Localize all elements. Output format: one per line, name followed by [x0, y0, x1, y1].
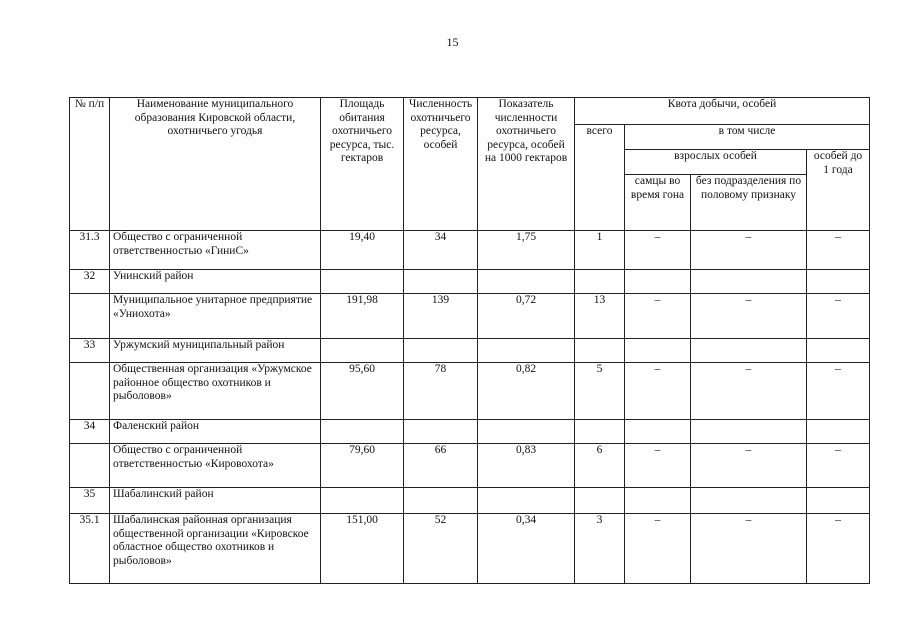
table-row	[70, 420, 870, 444]
row-nosex: –	[691, 514, 807, 584]
row-name: Общество с ограниченной ответственностью «ГиниС»	[110, 231, 321, 270]
row-num: 34	[70, 420, 110, 444]
table-row	[70, 444, 870, 488]
page-number: 15	[446, 35, 459, 49]
quota-table	[69, 97, 870, 584]
row-name: Унинский район	[110, 270, 321, 294]
row-nosex: –	[691, 363, 807, 420]
row-name: Муниципальное унитарное предприятие «Униохота»	[110, 294, 321, 339]
row-under1: –	[807, 363, 870, 420]
row-num: 35	[70, 488, 110, 514]
row-area: 191,98	[321, 294, 404, 339]
header-males: самцы во время гона	[625, 175, 691, 231]
row-name: Фаленский район	[110, 420, 321, 444]
row-under1: –	[807, 294, 870, 339]
row-count: 78	[404, 363, 478, 420]
table-row	[70, 488, 870, 514]
row-index: 0,82	[478, 363, 575, 420]
row-under1: –	[807, 231, 870, 270]
row-index: 0,72	[478, 294, 575, 339]
header-quota: Квота добычи, особей	[575, 98, 870, 125]
row-area: 151,00	[321, 514, 404, 584]
row-name: Общественная организация «Уржумское районное общество охотников и рыболовов»	[110, 363, 321, 420]
row-total: 1	[575, 231, 625, 270]
row-males: –	[625, 514, 691, 584]
row-males: –	[625, 231, 691, 270]
row-num	[70, 294, 110, 339]
header-under1: особей до 1 года	[807, 150, 870, 231]
row-males: –	[625, 444, 691, 488]
row-nosex: –	[691, 294, 807, 339]
table-row	[70, 231, 870, 270]
row-num: 31.3	[70, 231, 110, 270]
header-name: Наименование муниципального образования Кировской области, охотничьего угодья	[110, 98, 321, 231]
row-index: 1,75	[478, 231, 575, 270]
header-index: Показатель численности охотничьего ресурса, особей на 1000 гектаров	[478, 98, 575, 231]
row-num: 33	[70, 339, 110, 363]
row-name: Уржумский муниципальный район	[110, 339, 321, 363]
row-under1: –	[807, 444, 870, 488]
row-total: 6	[575, 444, 625, 488]
header-num: № п/п	[70, 98, 110, 231]
row-area: 79,60	[321, 444, 404, 488]
table-row	[70, 294, 870, 339]
row-nosex: –	[691, 231, 807, 270]
row-num	[70, 363, 110, 420]
row-count: 139	[404, 294, 478, 339]
header-count: Численность охотничьего ресурса, особей	[404, 98, 478, 231]
row-name: Шабалинская районная организация общественной организации «Кировское областное общество охотников и рыболовов»	[110, 514, 321, 584]
header-including: в том числе	[625, 125, 870, 150]
row-males: –	[625, 294, 691, 339]
row-num: 35.1	[70, 514, 110, 584]
table-row	[70, 339, 870, 363]
row-total: 3	[575, 514, 625, 584]
row-under1: –	[807, 514, 870, 584]
row-total: 5	[575, 363, 625, 420]
table-row	[70, 514, 870, 584]
table-row	[70, 363, 870, 420]
row-num	[70, 444, 110, 488]
row-area: 19,40	[321, 231, 404, 270]
row-name: Общество с ограниченной ответственностью «Кировохота»	[110, 444, 321, 488]
row-total: 13	[575, 294, 625, 339]
row-nosex: –	[691, 444, 807, 488]
header-total: всего	[575, 125, 625, 231]
header-adults: взрослых особей	[625, 150, 807, 175]
table-row	[70, 270, 870, 294]
row-count: 34	[404, 231, 478, 270]
header-nosex: без подразделения по половому признаку	[691, 175, 807, 231]
row-area: 95,60	[321, 363, 404, 420]
row-index: 0,83	[478, 444, 575, 488]
row-count: 52	[404, 514, 478, 584]
row-num: 32	[70, 270, 110, 294]
header-area: Площадь обитания охотничьего ресурса, тыс. гектаров	[321, 98, 404, 231]
row-name: Шабалинский район	[110, 488, 321, 514]
row-count: 66	[404, 444, 478, 488]
row-males: –	[625, 363, 691, 420]
row-index: 0,34	[478, 514, 575, 584]
